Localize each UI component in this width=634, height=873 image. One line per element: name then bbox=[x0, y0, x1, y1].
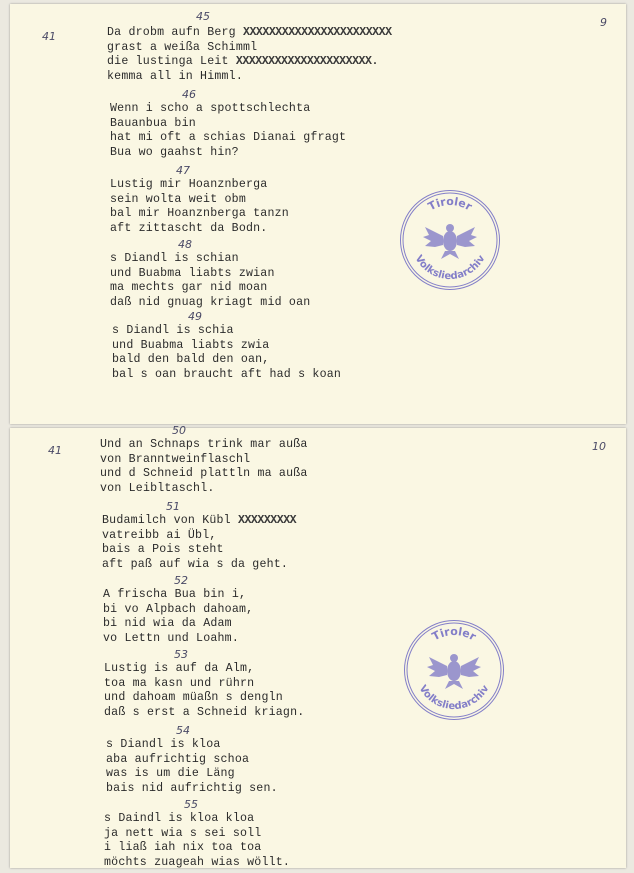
eagle-emblem-icon bbox=[427, 654, 481, 689]
stamp-bottom-text: Volksliedarchiv bbox=[412, 253, 488, 283]
typed-page-top bbox=[10, 4, 626, 424]
stanza-47 bbox=[110, 178, 289, 236]
svg-text:Volksliedarchiv bbox=[417, 683, 492, 712]
stanza-number: 52 bbox=[174, 574, 188, 587]
verse-line: Wenn i scho a spottschlechta bbox=[110, 102, 311, 115]
verse-line: bi nid wia da Adam bbox=[103, 617, 232, 630]
stanza-number: 48 bbox=[178, 238, 192, 251]
page-number: 10 bbox=[592, 440, 606, 453]
archive-stamp-graphic bbox=[401, 191, 499, 289]
verse-line: und dahoam müaßn s dengln bbox=[104, 691, 283, 704]
verse-line: A frischa Bua bin i, bbox=[103, 588, 247, 601]
verse-line: bais a Pois steht bbox=[102, 543, 224, 556]
stanza-50 bbox=[100, 438, 308, 496]
verse-line: s Diandl is schia bbox=[112, 324, 234, 337]
verse-line: Da drobm aufn Berg XXXXXXXXXXXXXXXXXXXXXXX bbox=[107, 26, 392, 39]
verse-line: Budamilch von Kübl XXXXXXXXX bbox=[102, 514, 297, 527]
verse-line: grast a weißa Schimml bbox=[107, 40, 258, 54]
verse-line: möchts zuageah wias wöllt. bbox=[104, 855, 291, 869]
verse-line: aft zittascht da Bodn. bbox=[110, 221, 268, 235]
verse-line: von Leibltaschl. bbox=[100, 481, 215, 495]
verse-line: daß nid gnuag kriagt mid oan bbox=[110, 295, 311, 309]
verse-line: Bua wo gaahst hin? bbox=[110, 145, 239, 159]
stanza-51 bbox=[102, 514, 296, 572]
struck-text: XXXXXXXXX bbox=[238, 514, 297, 527]
verse-line: ja nett wia s sei soll bbox=[104, 826, 262, 840]
stanza-number: 54 bbox=[176, 724, 190, 737]
verse-line: was is um die Läng bbox=[106, 767, 235, 780]
verse-line: ma mechts gar nid moan bbox=[110, 281, 268, 294]
verse-line: bal s oan braucht aft had s koan bbox=[112, 367, 342, 381]
stanza-number: 53 bbox=[174, 648, 188, 661]
verse-line: vo Lettn und Loahm. bbox=[103, 631, 239, 645]
verse-line: Lustig is auf da Alm, bbox=[104, 662, 255, 675]
verse-line: i liaß iah nix toa toa bbox=[104, 841, 262, 854]
margin-note: 41 bbox=[48, 444, 62, 457]
stamp-bottom-text: Volksliedarchiv bbox=[416, 683, 492, 713]
verse-line: aft paß auf wia s da geht. bbox=[102, 557, 289, 571]
stamp-top-text: Tiroler bbox=[429, 624, 479, 644]
stanza-45 bbox=[107, 26, 392, 84]
stanza-48 bbox=[110, 252, 310, 310]
verse-line: bi vo Alpbach dahoam, bbox=[103, 602, 254, 616]
verse-line: Lustig mir Hoanznberga bbox=[110, 178, 268, 191]
verse-line: von Branntweinflaschl bbox=[100, 452, 251, 466]
verse-line: und Buabma liabts zwia bbox=[112, 338, 270, 352]
stanza-55 bbox=[104, 812, 290, 870]
verse-line: vatreibb ai Übl, bbox=[102, 528, 217, 542]
verse-line: s Diandl is kloa bbox=[106, 738, 221, 751]
verse-line: Bauanbua bin bbox=[110, 116, 196, 130]
stamp-top-text: Tiroler bbox=[425, 194, 475, 214]
svg-text:Volksliedarchiv bbox=[413, 253, 488, 282]
stanza-number: 45 bbox=[196, 10, 210, 23]
stanza-52 bbox=[103, 588, 253, 646]
verse-line: s Daindl is kloa kloa bbox=[104, 812, 255, 825]
verse-line: die lustinga Leit XXXXXXXXXXXXXXXXXXXXX. bbox=[107, 55, 378, 68]
struck-text: XXXXXXXXXXXXXXXXXXXXX. bbox=[235, 55, 378, 68]
verse-line: kemma all in Himml. bbox=[107, 69, 243, 83]
verse-line: daß s erst a Schneid kriagn. bbox=[104, 705, 305, 719]
svg-text:Tiroler bbox=[430, 625, 479, 644]
stanza-54 bbox=[106, 738, 278, 796]
verse-line: Und an Schnaps trink mar außa bbox=[100, 438, 308, 451]
stanza-number: 49 bbox=[188, 310, 202, 323]
verse-line: hat mi oft a schias Dianai gfragt bbox=[110, 131, 347, 144]
margin-note: 41 bbox=[42, 30, 56, 43]
stanza-49 bbox=[112, 324, 341, 382]
stanza-number: 51 bbox=[166, 500, 180, 513]
verse-line: und d Schneid plattln ma außa bbox=[100, 467, 308, 480]
stanza-number: 46 bbox=[182, 88, 196, 101]
svg-text:Tiroler bbox=[426, 195, 475, 214]
page-number: 9 bbox=[600, 16, 607, 29]
archive-stamp bbox=[400, 190, 500, 290]
archive-stamp bbox=[404, 620, 504, 720]
verse-line: bal mir Hoanznberga tanzn bbox=[110, 207, 289, 220]
verse-line: s Diandl is schian bbox=[110, 252, 239, 265]
verse-line: bald den bald den oan, bbox=[112, 353, 270, 366]
typed-page-bottom bbox=[10, 424, 626, 869]
stanza-53 bbox=[104, 662, 304, 720]
stanza-number: 55 bbox=[184, 798, 198, 811]
verse-line: bais nid aufrichtig sen. bbox=[106, 781, 278, 795]
verse-line: aba aufrichtig schoa bbox=[106, 752, 250, 766]
verse-line: toa ma kasn und rührn bbox=[104, 676, 255, 690]
stanza-46 bbox=[110, 102, 346, 160]
verse-line: und Buabma liabts zwian bbox=[110, 266, 275, 280]
verse-line: sein wolta weit obm bbox=[110, 192, 246, 206]
stanza-number: 50 bbox=[172, 424, 186, 437]
archive-stamp-graphic bbox=[405, 621, 503, 719]
stanza-number: 47 bbox=[176, 164, 190, 177]
eagle-emblem-icon bbox=[423, 224, 477, 259]
struck-text: XXXXXXXXXXXXXXXXXXXXXXX bbox=[243, 26, 392, 39]
